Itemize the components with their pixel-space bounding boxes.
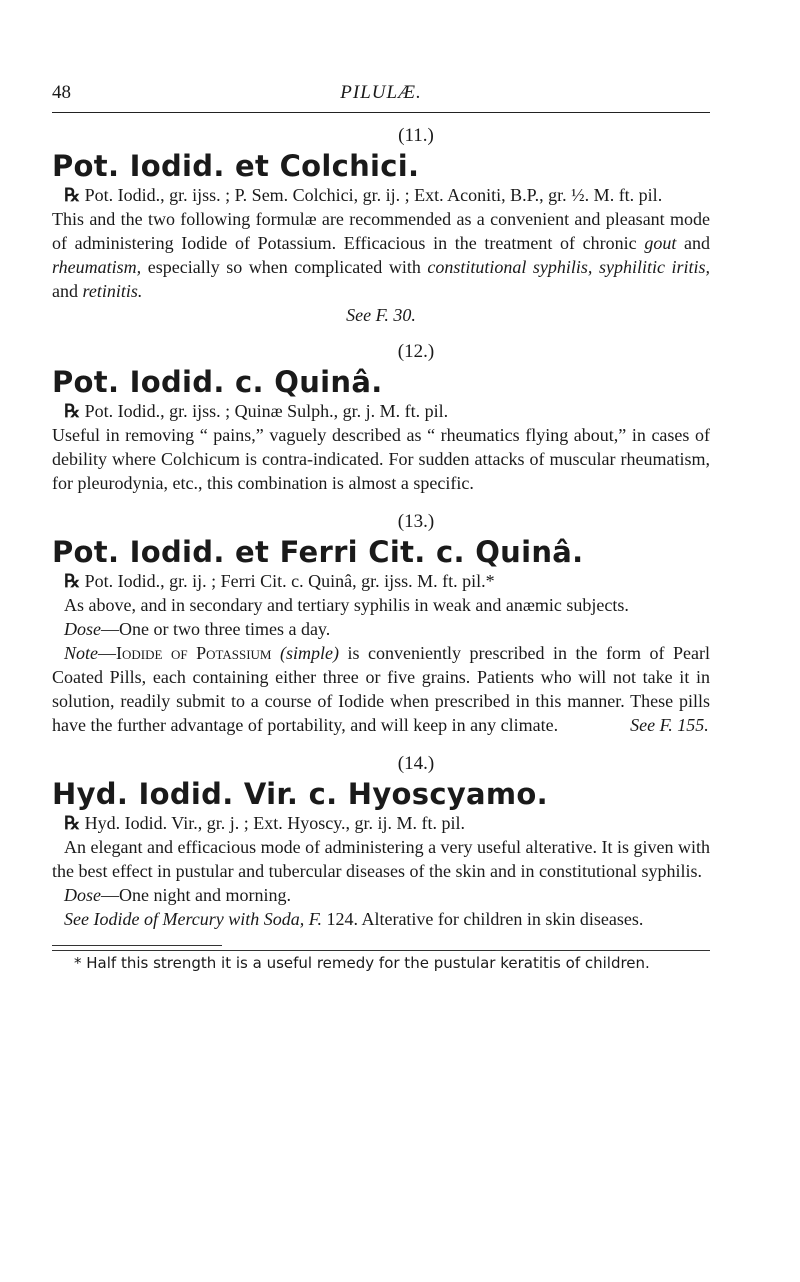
note: Note—Iodide of Potassium (simple) is conveniently prescribed in the form of Pearl Coated Pills, each containing either three or five grains. Patients who will not take it in solution, readily submit to a course of Iodide when prescribed in this manner. These pills have the further advantage of portability, and will keep in any climate. See F. 155. — [52, 643, 710, 735]
running-title: PILULÆ. — [340, 82, 422, 103]
prescription-text: Pot. Iodid., gr. ijss. ; Quinæ Sulph., gr. j. M. ft. pil. — [84, 401, 449, 421]
formula-12 — [52, 339, 710, 495]
formula-14 — [52, 751, 710, 931]
prescription — [52, 811, 710, 835]
footnote-rule-full — [52, 950, 710, 951]
book-page — [52, 78, 710, 973]
formula-title: Pot. Iodid. c. Quinâ. — [52, 365, 383, 399]
description: As above, and in secondary and tertiary syphilis in weak and anæmic subjects. — [64, 595, 629, 615]
dose: Dose—One night and morning. — [64, 885, 291, 905]
formula-number: (11.) — [398, 125, 434, 146]
formula-number: (13.) — [397, 511, 435, 532]
footnote: * Half this strength it is a useful remedy for the pustular keratitis of children. — [74, 954, 650, 972]
rx-icon: ℞ — [64, 813, 81, 833]
formula-title: Pot. Iodid. et Colchici. — [52, 149, 420, 183]
prescription — [52, 399, 710, 423]
rx-icon: ℞ — [64, 401, 81, 421]
prescription — [52, 569, 710, 593]
dose: Dose—One or two three times a day. — [64, 619, 331, 639]
prescription-text: Hyd. Iodid. Vir., gr. j. ; Ext. Hyoscy., gr. ij. M. ft. pil. — [84, 813, 466, 833]
page-header — [52, 78, 710, 113]
see-reference: See F. 30. — [346, 305, 416, 325]
description: This and the two following formulæ are recommended as a convenient and pleasant mode of administering Iodide of Potassium. Efficacious in the treatment of chronic gout and rheumatism, especially so when complicated with constitutional syphilis, syphilitic iritis, and retinitis. — [52, 209, 710, 301]
see-reference: See Iodide of Mercury with Soda, F. 124. Alterative for children in skin diseases. — [64, 909, 644, 929]
page-number: 48 — [52, 82, 71, 103]
formula-13 — [52, 509, 710, 737]
formula-number: (12.) — [397, 341, 435, 362]
footnote-rule — [52, 945, 222, 946]
see-reference: See F. 155. — [630, 715, 709, 735]
formula-title: Hyd. Iodid. Vir. c. Hyoscyamo. — [52, 777, 548, 811]
rx-icon: ℞ — [64, 571, 81, 591]
description: An elegant and efficacious mode of administering a very useful alterative. It is given with the best effect in pustular and tubercular diseases of the skin and in constitutional syphilis. — [52, 837, 710, 881]
rx-icon: ℞ — [64, 185, 81, 205]
formula-11 — [52, 123, 710, 327]
prescription-text: Pot. Iodid., gr. ijss. ; P. Sem. Colchici, gr. ij. ; Ext. Aconiti, B.P., gr. ½. M. ft. pil. — [84, 185, 663, 205]
formula-title: Pot. Iodid. et Ferri Cit. c. Quinâ. — [52, 535, 584, 569]
prescription — [52, 183, 710, 207]
description: Useful in removing “ pains,” vaguely described as “ rheumatics flying about,” in cases of debility where Colchicum is contra-indicated. For sudden attacks of muscular rheumatism, for pleurodynia, etc., this combination is almost a specific. — [52, 425, 710, 493]
formula-number: (14.) — [397, 753, 435, 774]
prescription-text: Pot. Iodid., gr. ij. ; Ferri Cit. c. Quinâ, gr. ijss. M. ft. pil.* — [84, 571, 495, 591]
